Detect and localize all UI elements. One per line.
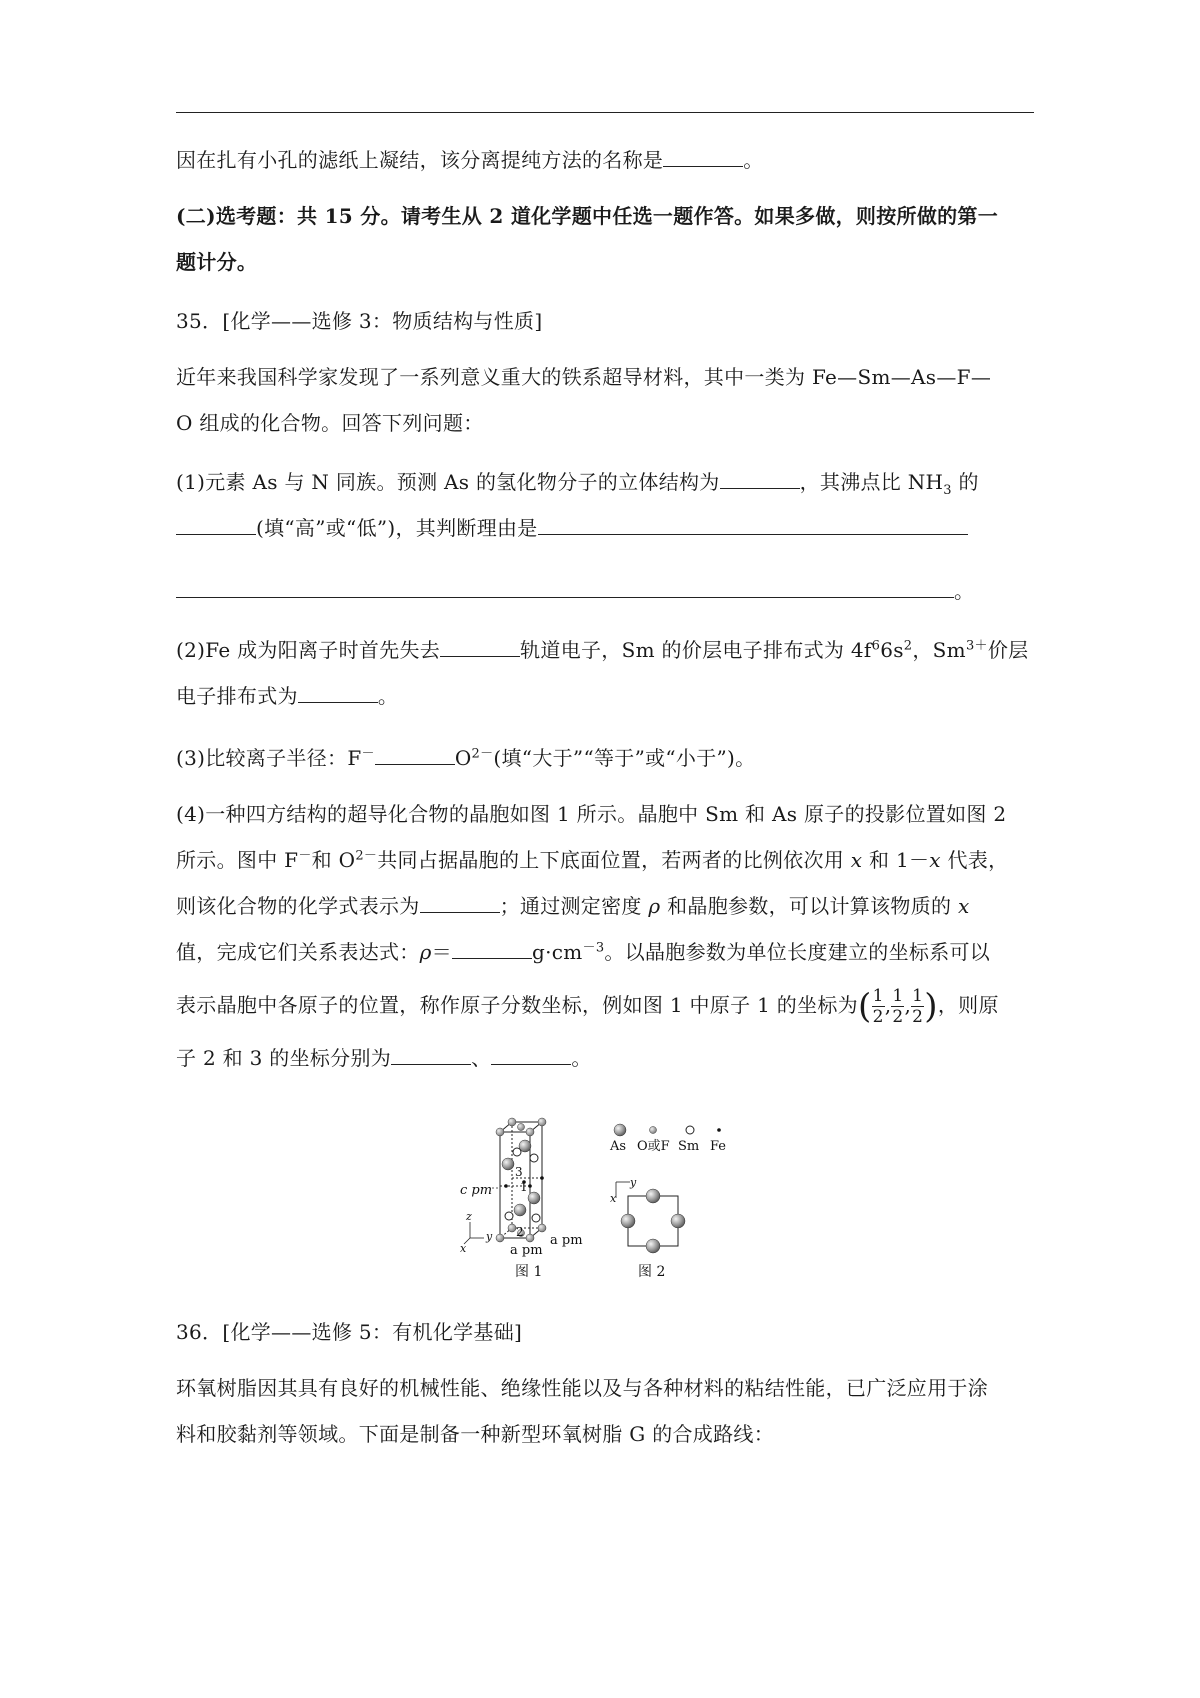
section-header: (二)选考题：共 15 分。请考生从 2 道化学题中任选一题作答。如果多做，则按所做的第一 题计分。 [176,204,999,274]
answer-blank[interactable] [491,1046,571,1065]
answer-blank[interactable] [176,579,954,598]
caption-fig2: 图 2 [638,1264,666,1280]
label-a-pm-1: a pm [510,1243,543,1258]
q36-title: 36．[化学——选修 5：有机化学基础] [176,1320,523,1344]
answer-blank[interactable] [391,1046,471,1065]
answer-blank[interactable] [663,148,743,167]
axis2-y: y [630,1176,637,1189]
top-line: 因在扎有小孔的滤纸上凝结，该分离提纯方法的名称是 。 [176,148,764,172]
q35-part4-end: 子 2 和 3 的坐标分别为 、 。 [176,1046,592,1070]
legend-as-symbol [614,1124,626,1136]
axes-fig1 [464,1222,484,1244]
axis-z: z [466,1210,472,1223]
answer-blank[interactable] [298,684,378,703]
q35-part4-coords: 表示晶胞中各原子的位置，称作原子分数坐标，例如图 1 中原子 1 的坐标为( $\frac{1}{2}$ , $\frac{1}{2}$ , $\frac{1}{2}$ )，则原 [176,986,999,1027]
answer-blank[interactable] [720,470,800,489]
q35-part2: (2)Fe 成为阳离子时首先失去 轨道电子，Sm 的价层电子排布式为 $4f^66s^2$，$Sm^{3+}$价层 电子排布式为 。 [176,638,1029,708]
axis-y: y [486,1230,493,1243]
projection-figure [610,1176,685,1253]
legend-of-label: O或F [637,1139,670,1154]
q35-part3: (3)比较离子半径：F－ $O^{2-}$(填“大于”“等于”或“小于”)。 [176,746,756,770]
fraction-half: $\frac{1}{2}$ [912,986,924,1027]
atom-label-3: 3 [515,1165,523,1179]
caption-fig1: 图 1 [515,1264,543,1280]
atom-label-1: 1 [520,1180,528,1194]
fraction-half: $\frac{1}{2}$ [892,986,904,1027]
crystal-figure [460,1106,770,1286]
atom-label-2: 2 [516,1225,524,1239]
q35-intro: 近年来我国科学家发现了一系列意义重大的铁系超导材料，其中一类为 Fe—Sm—As—F— O 组成的化合物。回答下列问题： [176,365,992,435]
label-a-pm-2: a pm [550,1233,583,1248]
legend-of-symbol [650,1127,657,1134]
q36-intro: 环氧树脂因其具有良好的机械性能、绝缘性能以及与各种材料的粘结性能，已广泛应用于涂 料和胶黏剂等领域。下面是制备一种新型环氧树脂 G 的合成路线： [176,1376,988,1446]
axis-x: x [460,1242,467,1255]
legend-as-label: As [610,1139,627,1154]
header-rule [176,112,1034,113]
label-c-pm: c pm [460,1183,493,1198]
answer-blank[interactable] [452,940,532,959]
legend-sm-label: Sm [678,1139,700,1154]
answer-blank[interactable] [538,516,968,535]
q35-part1-reason-line: 。 [176,568,1034,614]
legend-sm-symbol [686,1126,694,1134]
legend-fe-label: Fe [710,1139,727,1154]
legend-fe-symbol [717,1128,721,1132]
q35-part4: (4)一种四方结构的超导化合物的晶胞如图 1 所示。晶胞中 Sm 和 As 原子的投影位置如图 2 所示。图中 F－和 $O^{2-}$共同占据晶胞的上下底面位置，若两者的比例依次用 x 和 1－x 代表， 则该化合物的化学式表示为 ；通过测定密度 ρ 和晶胞参数，可以计算该物质的 x 值，完成它们关系表达式：$\rho= g\cdot cm^{-3}$。以晶胞参数为单位长度建立的坐标系可以 [176,802,1009,964]
fraction-half: $\frac{1}{2}$ [872,986,884,1027]
q35-title: 35．[化学——选修 3：物质结构与性质] [176,309,543,333]
answer-blank[interactable] [420,894,500,913]
crystal-figure-svg [460,1106,770,1286]
axis2-x: x [610,1192,617,1205]
answer-blank[interactable] [375,746,455,765]
answer-blank[interactable] [176,516,256,535]
legend [609,1124,726,1154]
q35-part1: (1)元素 As 与 N 同族。预测 As 的氢化物分子的立体结构为 ，其沸点比 $NH_3$ 的 (填“高”或“低”)，其判断理由是 [176,470,979,540]
answer-blank[interactable] [440,638,520,657]
